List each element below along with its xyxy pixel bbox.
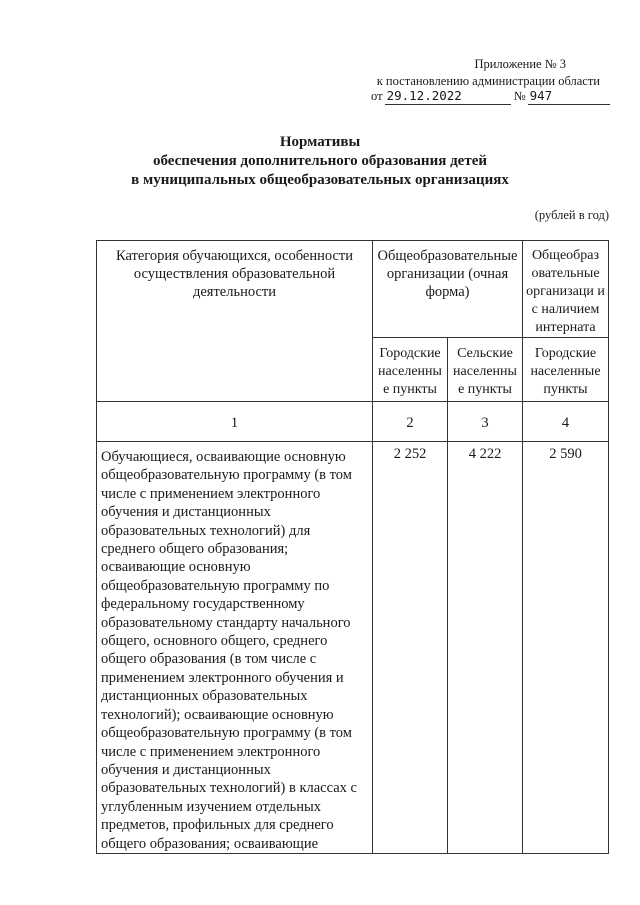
appendix-subtitle: к постановлению администрации области xyxy=(376,74,600,88)
header-internet: Общеобраз овательные организаци и с наличием интерната xyxy=(523,241,609,338)
column-number: 2 xyxy=(373,402,448,442)
unit-label: (рублей в год) xyxy=(534,208,609,222)
column-number: 1 xyxy=(97,402,373,442)
number-prefix: № xyxy=(513,89,526,103)
value-rural: 4 222 xyxy=(448,442,523,854)
value-urban: 2 252 xyxy=(373,442,448,854)
header-full-time: Общеобразовательные организации (очная форма) xyxy=(373,241,523,338)
header-row xyxy=(97,241,609,338)
column-number: 4 xyxy=(523,402,609,442)
row-category: Обучающиеся, осваивающие основную общеобразовательную программу (в том числе с применением электронного обучения и дистанционных образовательных технологий) для среднего общего образования; осваивающие основную общеобразовательную программу по федеральному государственному образовательному стандарту начального общего, основного общего, среднего общего образования (в том числе с применением электронного обучения и дистанционных образовательных технологий); осваивающие основную общеобразовательную программу (в том числе с применением электронного обучения и дистанционных образовательных технологий) в классах с углубленным изучением отдельных предметов, профильных для среднего общего образования; осваивающие xyxy=(97,442,373,854)
header-rural: Сельские населенны е пункты xyxy=(448,338,523,402)
column-number: 3 xyxy=(448,402,523,442)
header-urban: Городские населенны е пункты xyxy=(373,338,448,402)
date-value: 29.12.2022 xyxy=(385,88,511,105)
normatives-table xyxy=(96,240,609,854)
appendix-title: Приложение № 3 xyxy=(474,57,566,71)
table-row xyxy=(97,442,609,854)
date-prefix: от xyxy=(371,89,383,103)
appendix-date-line xyxy=(371,88,610,105)
value-internet-urban: 2 590 xyxy=(523,442,609,854)
column-number-row xyxy=(97,402,609,442)
title-line-1: Нормативы xyxy=(279,134,361,150)
document-title xyxy=(0,133,640,190)
header-internet-urban: Городские населенные пункты xyxy=(523,338,609,402)
header-category: Категория обучающихся, особенности осуществления образовательной деятельности xyxy=(97,241,373,402)
title-line-2: обеспечения дополнительного образования детей xyxy=(152,153,487,169)
number-value: 947 xyxy=(528,88,610,105)
title-line-3: в муниципальных общеобразовательных организациях xyxy=(131,172,509,188)
